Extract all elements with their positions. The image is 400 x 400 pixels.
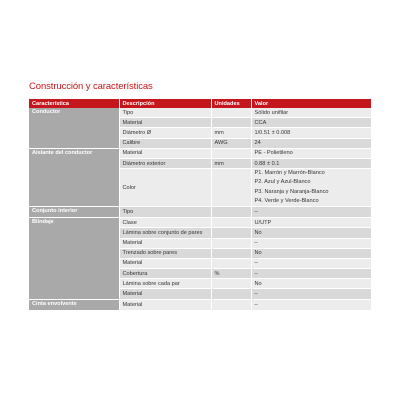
value-line: 24 bbox=[254, 140, 261, 147]
unit-cell: mm bbox=[211, 158, 251, 168]
value-cell bbox=[251, 279, 371, 289]
value-cell bbox=[251, 128, 371, 138]
unit-cell bbox=[211, 118, 251, 128]
unit-cell bbox=[211, 299, 251, 310]
description-cell: Tipo bbox=[119, 108, 211, 118]
unit-cell: % bbox=[211, 269, 251, 279]
description-cell: Material bbox=[119, 148, 211, 158]
value-line: – bbox=[254, 209, 258, 216]
unit-cell bbox=[211, 108, 251, 118]
value-line: No bbox=[254, 229, 262, 236]
value-line: – bbox=[254, 301, 258, 308]
table-row bbox=[29, 299, 371, 310]
value-line: – bbox=[254, 240, 258, 247]
value-cell bbox=[251, 299, 371, 310]
description-cell: Color bbox=[119, 169, 211, 207]
description-cell: Lámina sobre conjunto de pares bbox=[119, 228, 211, 238]
unit-cell bbox=[211, 289, 251, 299]
description-cell: Material bbox=[119, 289, 211, 299]
value-cell bbox=[251, 206, 371, 217]
value-cell bbox=[251, 218, 371, 228]
value-cell bbox=[251, 289, 371, 299]
description-cell: Clase bbox=[119, 218, 211, 228]
value-cell bbox=[251, 269, 371, 279]
value-cell bbox=[251, 238, 371, 248]
value-cell bbox=[251, 248, 371, 258]
value-cell bbox=[251, 228, 371, 238]
header-unidades: Unidades bbox=[211, 99, 251, 108]
value-line: No bbox=[254, 250, 262, 257]
table-row bbox=[29, 218, 371, 228]
unit-cell bbox=[211, 206, 251, 217]
table-row bbox=[29, 206, 371, 217]
unit-cell bbox=[211, 228, 251, 238]
group-label: Conductor bbox=[29, 108, 119, 148]
description-cell: Diámetro exterior bbox=[119, 158, 211, 168]
description-cell: Material bbox=[119, 238, 211, 248]
unit-cell: mm bbox=[211, 128, 251, 138]
value-cell bbox=[251, 158, 371, 168]
description-cell: Lámina sobre cada par bbox=[119, 279, 211, 289]
value-line: – bbox=[254, 270, 258, 277]
group-label: Cinta envolvente bbox=[29, 299, 119, 310]
table-row bbox=[29, 148, 371, 158]
value-line: No bbox=[254, 280, 262, 287]
value-line: P4. Verde y Verde-Blanco bbox=[254, 197, 319, 204]
header-descripcion: Descripción bbox=[119, 99, 211, 108]
description-cell: Material bbox=[119, 299, 211, 310]
value-line: – bbox=[254, 291, 258, 298]
header-caracteristica: Característica bbox=[29, 99, 119, 108]
unit-cell bbox=[211, 148, 251, 158]
value-line: Sólido unifilar bbox=[254, 109, 289, 116]
description-cell: Material bbox=[119, 258, 211, 268]
group-label: Aislante del conductor bbox=[29, 148, 119, 206]
description-cell: Tipo bbox=[119, 206, 211, 217]
description-cell: Diámetro Ø bbox=[119, 128, 211, 138]
value-line: PE - Polietileno bbox=[254, 150, 293, 157]
value-cell bbox=[251, 108, 371, 118]
unit-cell bbox=[211, 169, 251, 207]
unit-cell bbox=[211, 258, 251, 268]
unit-cell bbox=[211, 218, 251, 228]
value-cell bbox=[251, 118, 371, 128]
value-line: CCA bbox=[254, 119, 267, 126]
description-cell: Material bbox=[119, 118, 211, 128]
description-cell: Calibre bbox=[119, 138, 211, 148]
value-line: P2. Azul y Azul-Blanco bbox=[254, 179, 311, 186]
unit-cell bbox=[211, 238, 251, 248]
value-cell bbox=[251, 148, 371, 158]
group-label: Blindaje bbox=[29, 218, 119, 300]
value-line: U/UTP bbox=[254, 219, 272, 226]
section-title: Construcción y características bbox=[29, 81, 153, 92]
value-line: 1/0.51 ± 0.008 bbox=[254, 129, 291, 136]
value-cell bbox=[251, 138, 371, 148]
unit-cell bbox=[211, 279, 251, 289]
value-line: – bbox=[254, 260, 258, 267]
unit-cell bbox=[211, 248, 251, 258]
table-row bbox=[29, 108, 371, 118]
description-cell: Trenzado sobre pares bbox=[119, 248, 211, 258]
specs-table bbox=[29, 99, 372, 311]
description-cell: Cobertura bbox=[119, 269, 211, 279]
group-label: Conjunto interior bbox=[29, 206, 119, 217]
table-header-row bbox=[29, 99, 371, 108]
value-line: P3. Naranja y Naranja-Blanco bbox=[254, 188, 329, 195]
value-line: 0.88 ± 0.1 bbox=[254, 160, 280, 167]
value-cell bbox=[251, 169, 371, 207]
value-line: P1. Marrón y Marrón-Blanco bbox=[254, 170, 325, 177]
value-cell bbox=[251, 258, 371, 268]
unit-cell: AWG bbox=[211, 138, 251, 148]
header-valor: Valor bbox=[251, 99, 371, 108]
